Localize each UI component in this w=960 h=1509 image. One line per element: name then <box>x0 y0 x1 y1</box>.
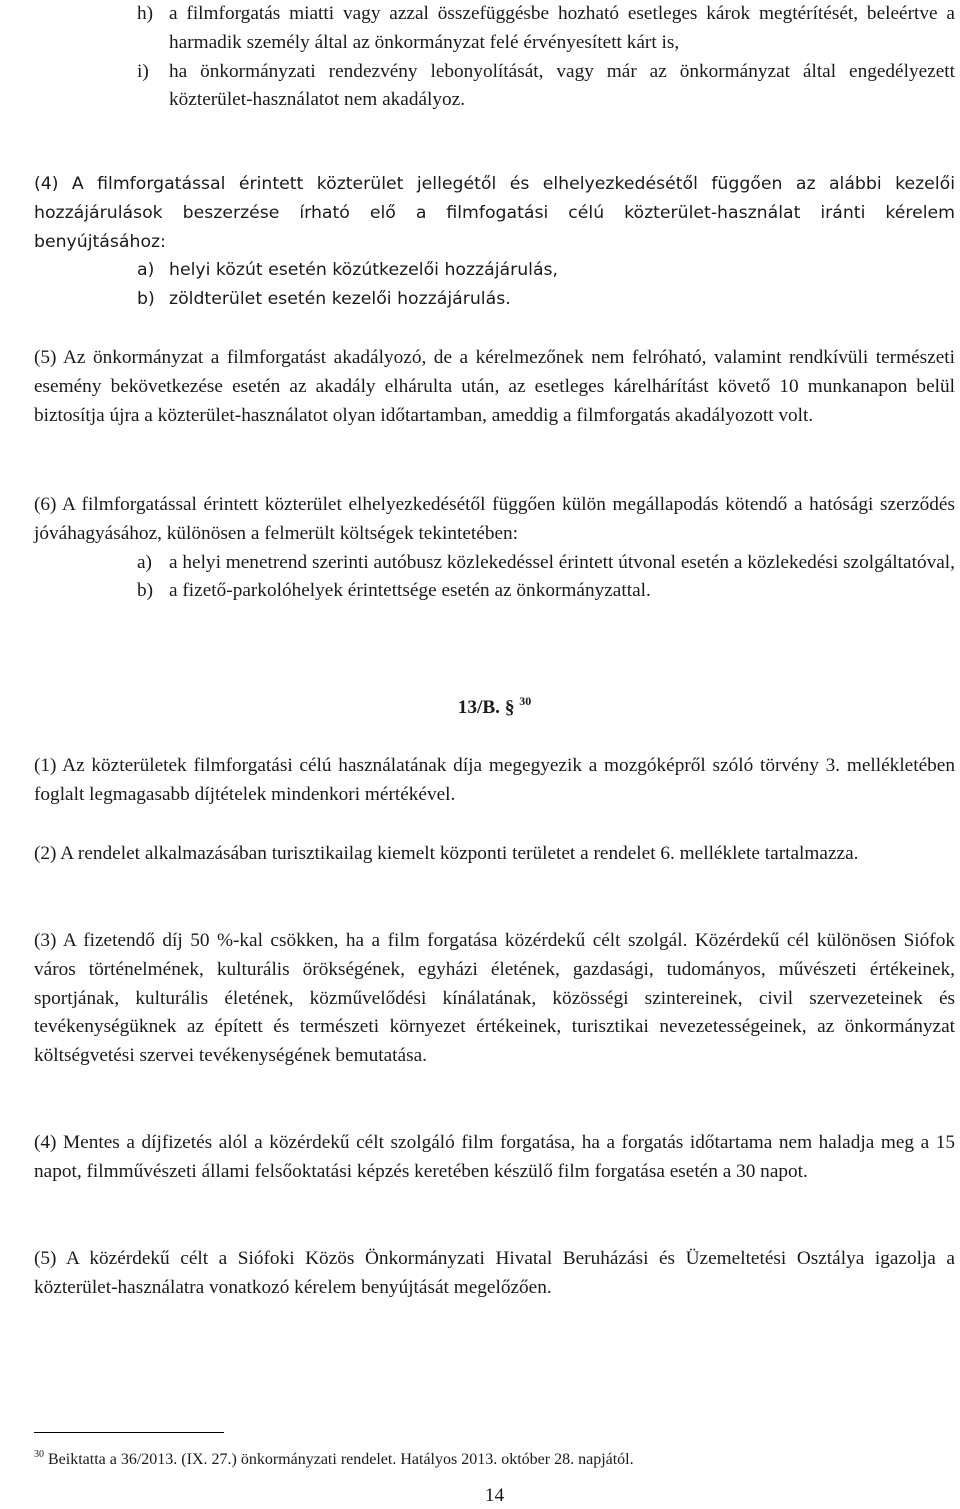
section-title: 13/B. § <box>457 697 515 718</box>
list-item-i <box>137 58 955 116</box>
footnote <box>34 1445 634 1470</box>
item-text: a fizető-parkolóhelyek érintettsége esetén az önkormányzattal. <box>169 580 651 602</box>
paragraph-text: (4) A filmforgatással érintett közterület jellegétől és elhelyezkedésétől függően az alábbi kezelői hozzájárulások beszerzése írható elő a filmfogatási célú közterület-használat iránti kérelem benyújtásához: <box>34 174 955 252</box>
top-list <box>34 0 955 115</box>
footnote-ref[interactable]: 30 <box>519 694 532 708</box>
item-text: a helyi menetrend szerinti autóbusz közlekedéssel érintett útvonal esetén a közlekedési szolgáltatóval, <box>169 551 955 573</box>
paragraph-text: (6) A filmforgatással érintett közterület elhelyezkedésétől függően külön megállapodás kötendő a hatósági szerződés jóváhagyásához, különösen a felmerült költségek tekintetében: <box>34 494 955 544</box>
item-text: helyi közút esetén közútkezelői hozzájárulás, <box>169 260 559 281</box>
page-number: 14 <box>484 1485 505 1506</box>
section-heading <box>34 694 955 719</box>
footnote-divider <box>34 1432 224 1433</box>
paragraph-4 <box>34 170 955 314</box>
footnote-number: 30 <box>34 1449 44 1460</box>
list-item-a <box>137 549 955 578</box>
section-paragraph-4: (4) Mentes a díjfizetés alól a közérdekű célt szolgáló film forgatása, ha a forgatás időtartama nem haladja meg a 15 napot, filmművészeti állami felsőoktatási képzés keretében készülő film forgatása esetén a 30 napot. <box>34 1132 955 1182</box>
item-label: a) <box>137 260 155 281</box>
item-text: ha önkormányzati rendezvény lebonyolítását, vagy már az önkormányzat által engedélyezett közterület-használatot nem akadályoz. <box>169 60 955 111</box>
item-text: a filmforgatás miatti vagy azzal összefüggésbe hozható esetleges károk megtérítését, beleértve a harmadik személy által az önkormányzat felé érvényesített kárt is, <box>169 3 955 53</box>
footnote-text: Beiktatta a 36/2013. (IX. 27.) önkormányzati rendelet. Hatályos 2013. október 28. napjától. <box>48 1451 634 1468</box>
item-label: b) <box>137 289 155 310</box>
list-item-h <box>137 0 955 58</box>
section-paragraph-5: (5) A közérdekű célt a Siófoki Közös Önkormányzati Hivatal Beruházási és Üzemeltetési Osztálya igazolja a közterület-használatra vonatkozó kérelem benyújtását megelőzően. <box>34 1248 955 1298</box>
paragraph-6 <box>34 491 955 606</box>
item-label: a) <box>137 551 152 573</box>
section-paragraph-3: (3) A fizetendő díj 50 %-kal csökken, ha a film forgatása közérdekű célt szolgál. Közérdekű cél különösen Siófok város történelmének, kulturális örökségének, egyházi életének, gazdasági, tudományos, művészeti értékeinek, sportjának, kulturális életének, közművelődési kínálatának, közösségi szintereinek, civil szervezeteinek és tevékenységüknek az épített és természeti környezet értékeinek, turisztikai nevezetességeinek, az önkormányzat költségvetési szervei tevékenységének bemutatása. <box>34 930 955 1067</box>
list-item-b <box>137 285 955 314</box>
paragraph-5: (5) Az önkormányzat a filmforgatást akadályozó, de a kérelmezőnek nem felróható, valamint rendkívüli természeti esemény bekövetkezése esetén az akadály elhárulta után, az esetleges kárelhárítást követő 10 munkanapon belül biztosítja újra a közterület-használatot olyan időtartamban, ameddig a filmforgatás akadályozott volt. <box>34 347 955 426</box>
item-label: b) <box>137 580 154 602</box>
section-paragraph-1: (1) Az közterületek filmforgatási célú használatának díja megegyezik a mozgóképről szóló törvény 3. mellékletében foglalt legmagasabb díjtételek mindenkori mértékével. <box>34 755 955 805</box>
list-item-a <box>137 256 955 285</box>
section-paragraph-2: (2) A rendelet alkalmazásában turisztikailag kiemelt központi területet a rendelet 6. melléklete tartalmazza. <box>34 843 859 864</box>
item-label: h) <box>137 3 154 24</box>
item-text: zöldterület esetén kezelői hozzájárulás. <box>169 289 511 310</box>
list-item-b <box>137 577 955 606</box>
item-label: i) <box>137 60 149 82</box>
